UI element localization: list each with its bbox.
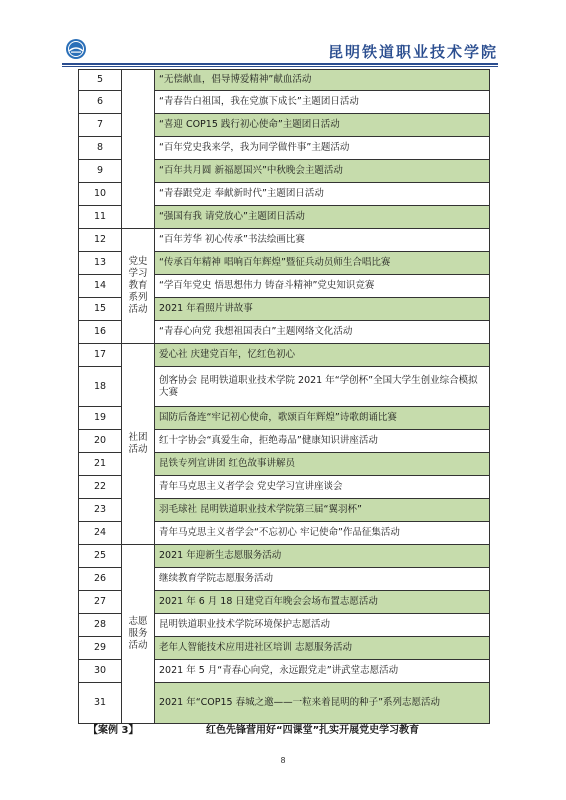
activity-cell: 爱心社 庆建党百年，忆红色初心 [155,344,490,367]
activity-cell: 2021 年“COP15 春城之邀——一粒来着昆明的种子”系列志愿活动 [155,683,490,724]
table-row [79,344,490,367]
activity-cell: 青年马克思主义者学会 党史学习宣讲座谈会 [155,476,490,499]
row-number: 29 [79,637,122,660]
row-number: 14 [79,275,122,298]
case-label: 【案例 3】 [88,725,139,736]
header-rule [62,63,498,65]
header-rule-thin [62,66,498,67]
row-number: 7 [79,114,122,137]
row-number: 24 [79,522,122,545]
activity-cell: “百年芳华 初心传承”书法绘画比赛 [155,229,490,252]
row-number: 30 [79,660,122,683]
activity-cell: “传承百年精神 唱响百年辉煌”暨征兵动员师生合唱比赛 [155,252,490,275]
row-number: 27 [79,591,122,614]
activity-cell: 2021 年 6 月 18 日建党百年晚会会场布置志愿活动 [155,591,490,614]
row-number: 10 [79,183,122,206]
row-number: 9 [79,160,122,183]
activity-cell: 羽毛球社 昆明铁道职业技术学院第三届“翼羽杯” [155,499,490,522]
case-caption [88,721,488,736]
activity-cell: 国防后备连“牢记初心使命，歌颂百年辉煌”诗歌朗诵比赛 [155,407,490,430]
activity-cell: “青春跟党走 奉献新时代”主题团日活动 [155,183,490,206]
activity-cell: 老年人智能技术应用进社区培训 志愿服务活动 [155,637,490,660]
row-number: 26 [79,568,122,591]
activity-cell: “喜迎 COP15 践行初心使命”主题团日活动 [155,114,490,137]
row-number: 20 [79,430,122,453]
row-number: 17 [79,344,122,367]
row-number: 21 [79,453,122,476]
table-row [79,70,490,91]
activity-cell: 红十字协会“真爱生命，拒绝毒品”健康知识讲座活动 [155,430,490,453]
row-number: 5 [79,70,122,91]
activities-table [78,69,490,724]
row-number: 16 [79,321,122,344]
category-party-history: 党史学习教育系列活动 [122,229,155,344]
activity-cell: 2021 年迎新生志愿服务活动 [155,545,490,568]
category-volunteer: 志愿服务活动 [122,545,155,724]
category-cell-empty [122,70,155,229]
activity-cell: 昆铁专列宣讲团 红色故事讲解员 [155,453,490,476]
row-number: 13 [79,252,122,275]
page-number: 8 [280,756,286,765]
row-number: 12 [79,229,122,252]
table-row [79,229,490,252]
category-clubs: 社团活动 [122,344,155,545]
row-number: 6 [79,91,122,114]
row-number: 19 [79,407,122,430]
row-number: 22 [79,476,122,499]
activity-cell: 2021 年看照片讲故事 [155,298,490,321]
row-number: 18 [79,367,122,407]
activity-cell: 青年马克思主义者学会“不忘初心 牢记使命”作品征集活动 [155,522,490,545]
school-emblem-icon [65,38,87,60]
activity-cell: “百年党史我来学，我为同学做件事”主题活动 [155,137,490,160]
activity-cell: 2021 年 5 月“青春心向党，永远跟党走”讲武堂志愿活动 [155,660,490,683]
activity-cell: “无偿献血，倡导博爱精神”献血活动 [155,70,490,91]
activity-cell: 继续教育学院志愿服务活动 [155,568,490,591]
row-number: 23 [79,499,122,522]
table-row [79,545,490,568]
case-title: 红色先锋营用好“四课堂”扎实开展党史学习教育 [206,725,420,736]
activity-cell: “强国有我 请党放心”主题团日活动 [155,206,490,229]
activity-cell: “百年共月圆 新福愿国兴”中秋晚会主题活动 [155,160,490,183]
page-header [0,0,566,70]
row-number: 31 [79,683,122,724]
activity-cell: “青春告白祖国，我在党旗下成长”主题团日活动 [155,91,490,114]
row-number: 25 [79,545,122,568]
activity-cell: “学百年党史 悟思想伟力 铸奋斗精神”党史知识竞赛 [155,275,490,298]
row-number: 8 [79,137,122,160]
activity-cell: “青春心向党 我想祖国表白”主题网络文化活动 [155,321,490,344]
row-number: 15 [79,298,122,321]
activity-cell: 创客协会 昆明铁道职业技术学院 2021 年“学创杯”全国大学生创业综合模拟大赛 [155,367,490,407]
row-number: 28 [79,614,122,637]
school-name: 昆明铁道职业技术学院 [327,43,498,61]
row-number: 11 [79,206,122,229]
activity-cell: 昆明铁道职业技术学院环境保护志愿活动 [155,614,490,637]
